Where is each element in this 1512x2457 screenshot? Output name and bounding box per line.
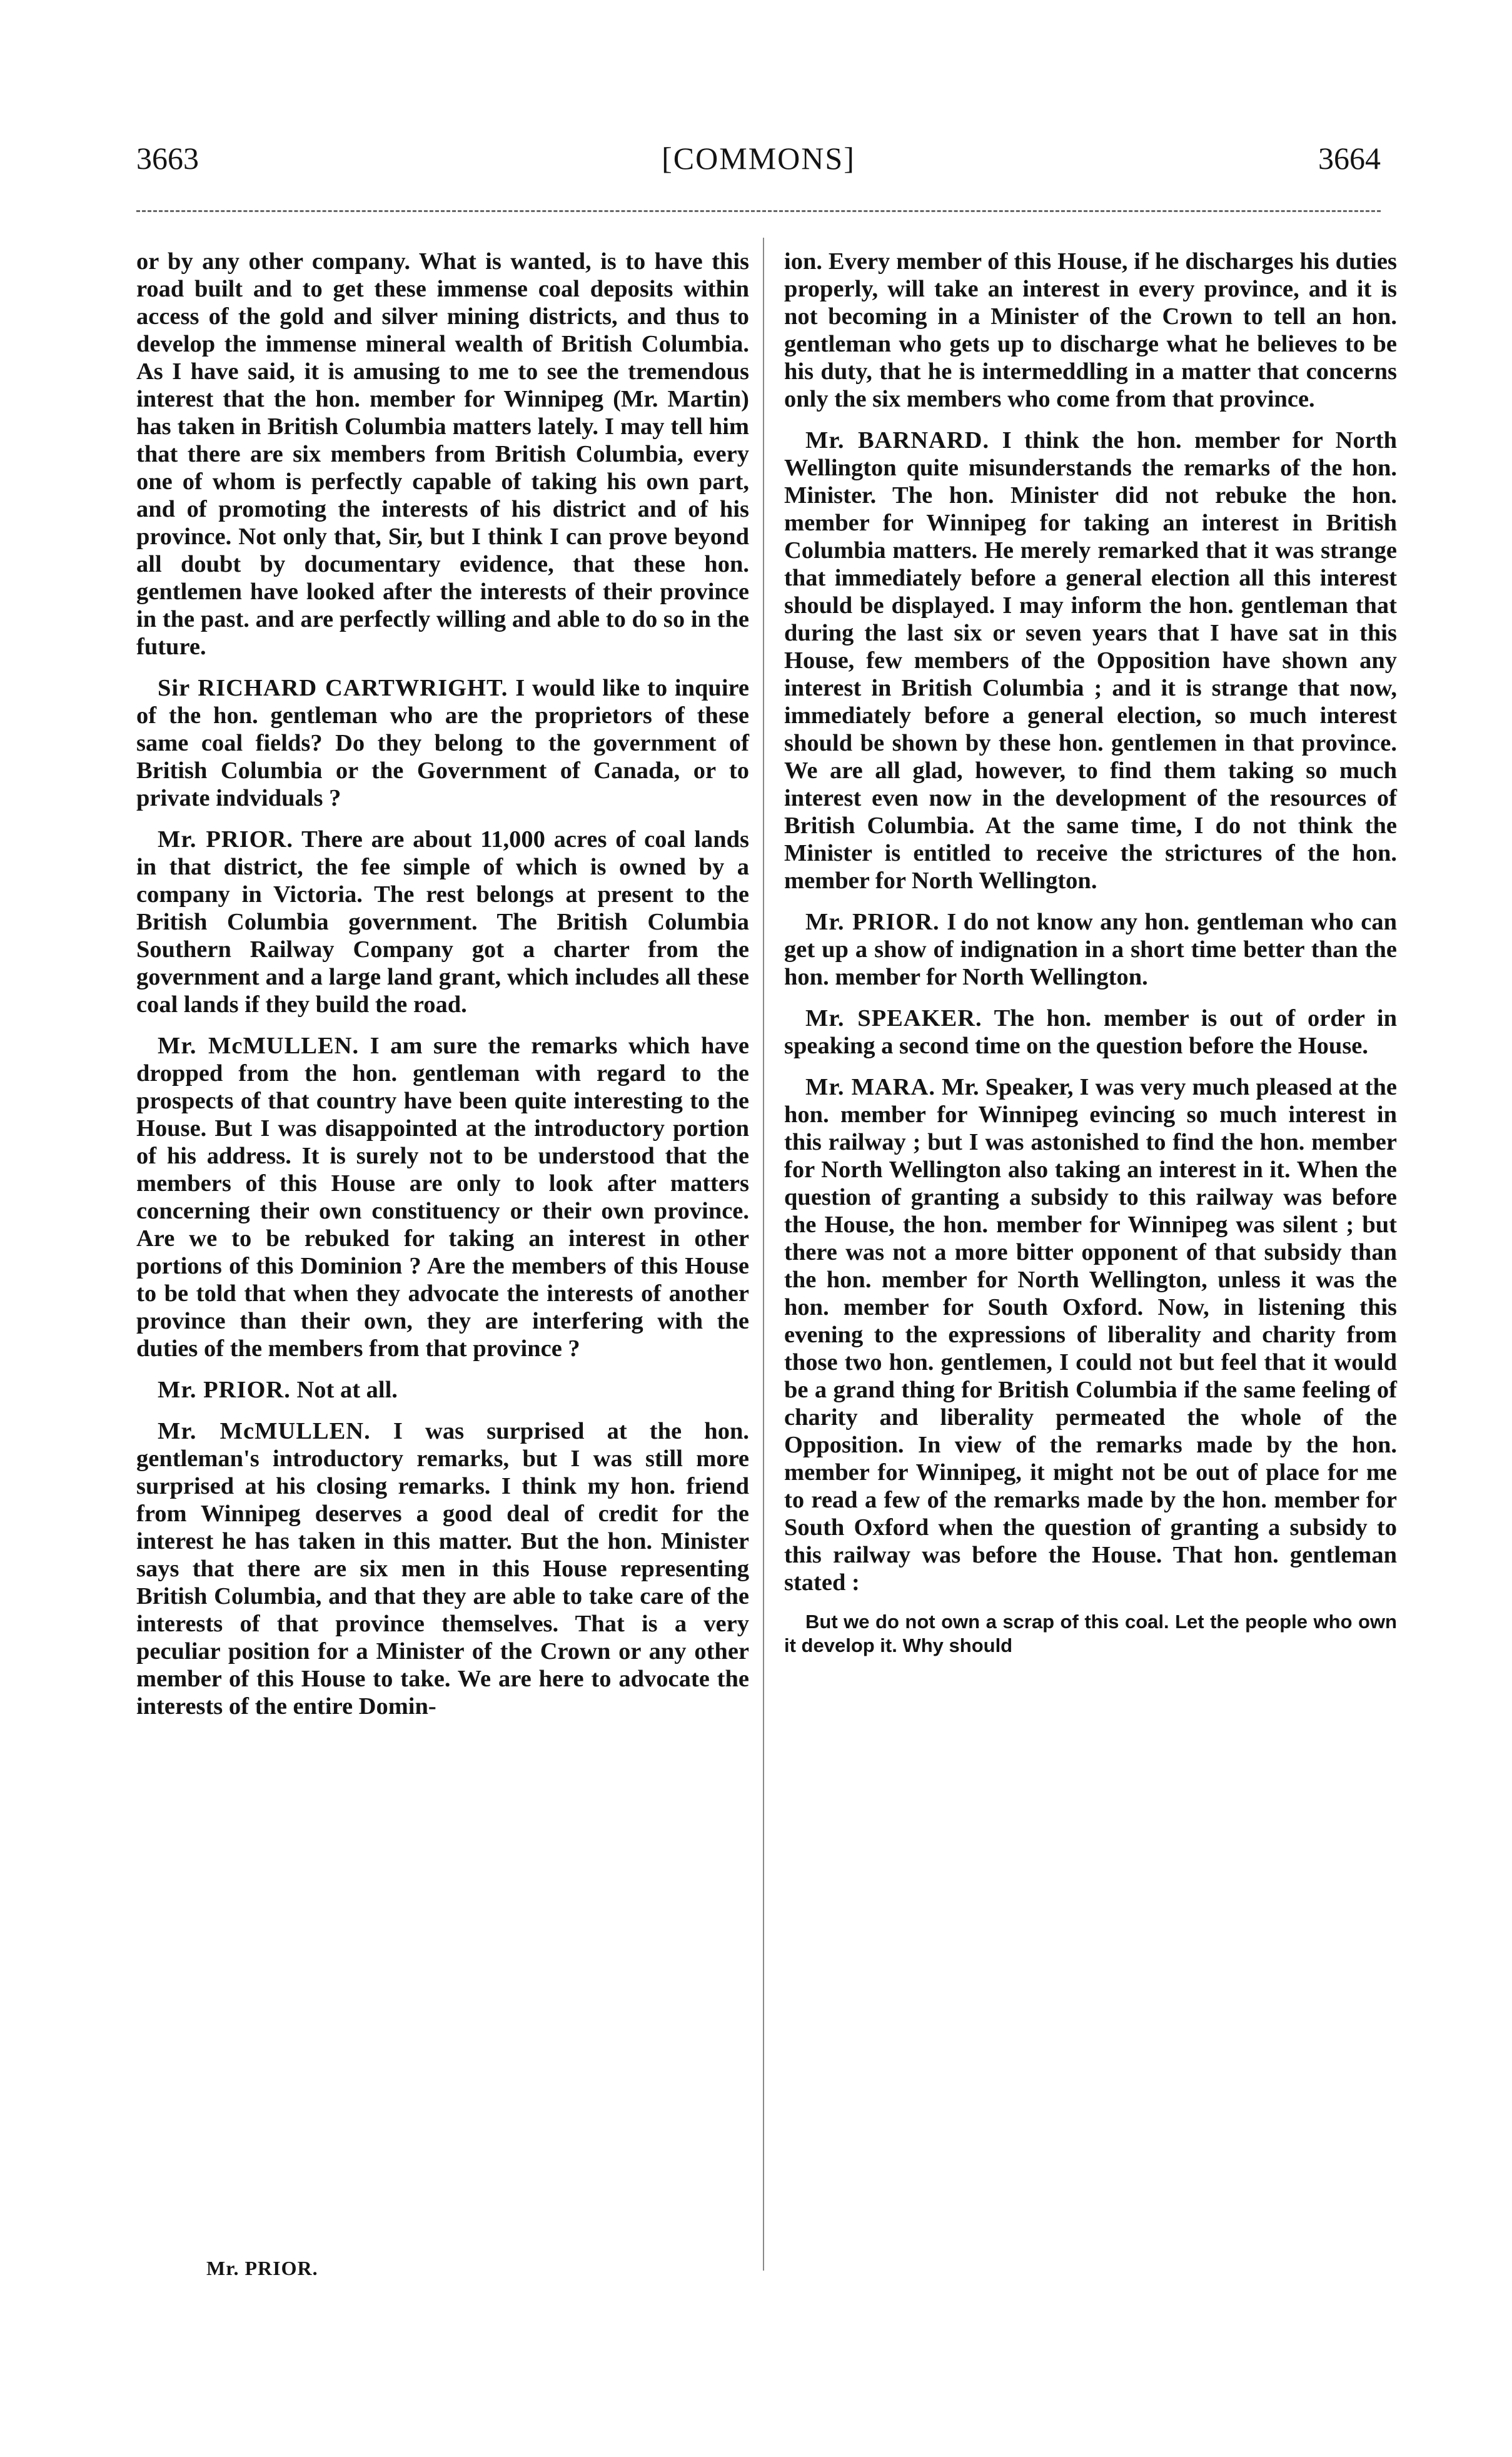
paragraph — [784, 248, 1397, 413]
paragraph-text: I do not know any hon. gentleman who can get up a show of indignation in a short time better than the hon. member for North Wellington. — [784, 909, 1398, 990]
right-column — [784, 248, 1397, 1671]
paragraph-text: The hon. member is out of order in speaking a second time on the question before the House. — [784, 1005, 1398, 1059]
paragraph-text: Not at all. — [296, 1377, 398, 1403]
paragraph — [136, 1032, 749, 1362]
paragraph — [784, 1073, 1397, 1596]
paragraph-text: I was surprised at the hon. gentleman's introductory remarks, but I was still more surprised at his closing remarks. I think my hon. friend from Winnipeg deserves a good deal of credit for the interest he has taken in this matter. But the hon. Minister says that there are six men in this House representing British Columbia, and that they are able to take care of the interests of that province themselves. That is a very peculiar position for a Minister of the Crown or any other member of this House to take. We are here to advocate the interests of the entire Domin- — [136, 1418, 749, 1720]
left-column — [136, 248, 749, 1734]
speaker-name: Sir RICHARD CARTWRIGHT. — [158, 675, 508, 701]
speaker-name: Mr. MARA. — [805, 1074, 935, 1100]
speaker-name: Mr. SPEAKER. — [805, 1005, 982, 1031]
footer-catchword: Mr. PRIOR. — [206, 2257, 318, 2279]
paragraph — [136, 248, 749, 661]
paragraph — [136, 1417, 749, 1720]
speaker-name: Mr. BARNARD. — [805, 427, 990, 453]
speaker-name: Mr. PRIOR. — [158, 826, 294, 853]
paragraph — [784, 908, 1397, 991]
page-number-right: 3664 — [1318, 141, 1381, 176]
paragraph — [784, 1005, 1397, 1060]
speaker-name: Mr. McMULLEN. — [158, 1418, 371, 1444]
paragraph — [136, 1376, 749, 1404]
speaker-name: Mr. PRIOR. — [805, 909, 940, 935]
header-rule — [136, 210, 1381, 212]
paragraph-text: or by any other company. What is wanted, is to have this road built and to get these immense coal deposits within access of the gold and silver mining districts, and thus to develop the immense mineral wealth of British Columbia. As I have said, it is amusing to me to see the tremendous interest that the hon. member for Winnipeg (Mr. Martin) has taken in British Columbia matters lately. I may tell him that there are six members from British Columbia, every one of whom is perfectly capable of taking his own part, and of promoting the interests of his district and of his province. Not only that, Sir, but I think I can prove beyond all doubt by documentary evidence, that these hon. gentlemen have looked after the interests of their province in the past. and are perfectly willing and able to do so in the future. — [136, 248, 749, 660]
paragraph-text: There are about 11,000 acres of coal lands in that district, the fee simple of which is owned by a company in Victoria. The rest belongs at present to the British Columbia government. The British Columbia Southern Railway Company got a charter from the government and a large land grant, which includes all these coal lands if they build the road. — [136, 826, 749, 1018]
paragraph-text: I would like to inquire of the hon. gentleman who are the proprietors of these same coal fields? Do they belong to the government of British Columbia or the Government of Canada, or to private indviduals ? — [136, 675, 750, 811]
paragraph-text: Mr. Speaker, I was very much pleased at the hon. member for Winnipeg evincing so much interest in this railway ; but I was astonished to find the hon. member for North Wellington also taking an interest in it. When the question of granting a subsidy to this railway was before the House, the hon. member for Winnipeg was silent ; but there was not a more bitter opponent of that subsidy than the hon. member for North Wellington, unless it was the hon. member for South Oxford. Now, in listening this evening to the expressions of liberality and charity from those two hon. gentlemen, I could not but feel that it would be a grand thing for British Columbia if the same feeling of charity and liberality permeated the whole of the Opposition. In view of the remarks made by the hon. member for Winnipeg, it might not be out of place for me to read a few of the remarks made by the hon. member for South Oxford when the question of granting a subsidy to this railway was before the House. That hon. gentleman stated : — [784, 1074, 1398, 1596]
speaker-name: Mr. PRIOR. — [158, 1377, 291, 1403]
paragraph-text: I am sure the remarks which have dropped from the hon. gentleman with regard to the prospects of that country have been quite interesting to the House. But I was disappointed at the introductory portion of his address. It is surely not to be understood that the members of this House are only to look after matters concerning their own constituency or their own province. Are we to be rebuked for taking an interest in other portions of this Dominion ? Are the members of this House to be told that when they advocate the interests of another province than their own, they are interfering with the duties of the members from that province ? — [136, 1033, 749, 1362]
paragraph — [136, 674, 749, 812]
paragraph — [136, 826, 749, 1018]
paragraph-text: ion. Every member of this House, if he discharges his duties properly, will take an interest in every province, and it is not becoming in a Minister of the Crown to tell an hon. gentleman who gets up to discharge what he believes to be his duty, that he is intermeddling in a matter that concerns only the six members who come from that province. — [784, 248, 1397, 412]
paragraph — [784, 427, 1397, 894]
paragraph-text: I think the hon. member for North Wellington quite misunderstands the remarks of the hon. Minister. The hon. Minister did not rebuke the hon. member for Winnipeg for taking an interest in British Columbia matters. He merely remarked that it was strange that immediately before a general election all this interest should be displayed. I may inform the hon. gentleman that during the last six or seven years that I have sat in this House, few members of the Opposition have shown any interest in British Columbia ; and it is strange that now, immediately before a general election, so much interest should be shown by these hon. gentlemen in that province. We are all glad, however, to find them taking so much interest even now in the development of the resources of British Columbia. At the same time, I do not think the Minister is entitled to receive the strictures of the hon. member for North Wellington. — [784, 427, 1397, 894]
column-divider — [763, 238, 764, 2271]
page-header — [136, 140, 1381, 190]
block-quote: But we do not own a scrap of this coal. Let the people who own it develop it. Why should — [784, 1611, 1397, 1656]
page-number-left: 3663 — [136, 141, 199, 176]
running-title: [COMMONS] — [662, 141, 855, 176]
speaker-name: Mr. McMULLEN. — [158, 1033, 360, 1059]
